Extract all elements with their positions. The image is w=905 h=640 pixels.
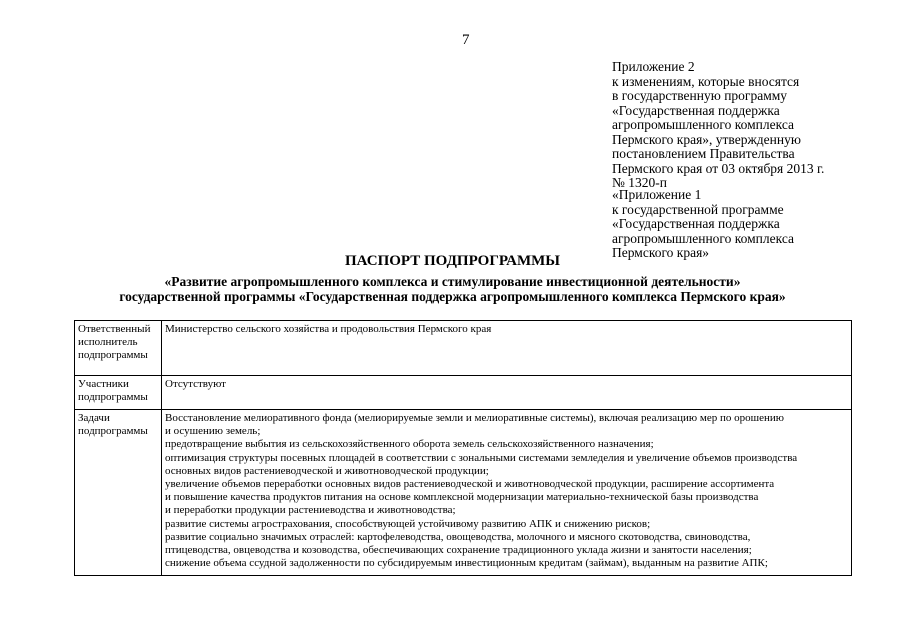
- task-line: увеличение объемов переработки основных видов растениеводческой и животноводческой продукции, расширение ассортимента: [165, 478, 775, 491]
- attachment-2-line: № 1320-п: [612, 175, 667, 190]
- attachment-1-line: «Приложение 1: [612, 187, 702, 202]
- attachment-2-line: Приложение 2: [612, 59, 695, 74]
- row-label: [75, 410, 162, 576]
- document-title: ПАСПОРТ ПОДПРОГРАММЫ: [344, 253, 560, 269]
- passport-table: [74, 320, 852, 576]
- task-line: Восстановление мелиоративного фонда (мелиорируемые земли и мелиоративные системы), включая реализацию мер по орошению: [165, 412, 784, 424]
- row-value: [162, 410, 852, 576]
- task-line: основных видов растениеводческой и животноводческой продукции;: [165, 464, 489, 477]
- page-number: 7: [462, 32, 470, 48]
- row-value: [162, 321, 852, 376]
- table-row: [75, 376, 852, 410]
- attachment-2-line: «Государственная поддержка: [612, 102, 780, 118]
- task-line: развитие социально значимых отраслей: картофелеводства, овощеводства, молочного и мясного скотоводства, свиноводства,: [165, 530, 751, 543]
- task-line: развитие системы агрострахования, способствующей устойчивому развитию АПК и снижению рисков;: [165, 517, 651, 530]
- task-line: птицеводства, овцеводства и козоводства, обеспечивающих сохранение традиционного уклада жизни и занятости населения;: [165, 544, 752, 557]
- label-line: подпрограммы: [78, 349, 148, 362]
- value-line: Отсутствуют: [165, 378, 226, 390]
- attachment-2-line: в государственную программу: [612, 88, 788, 103]
- value-line: Министерство сельского хозяйства и продовольствия Пермского края: [165, 323, 492, 335]
- attachment-2-line: агропромышленного комплекса: [612, 117, 794, 132]
- task-line: снижение объема ссудной задолженности по субсидируемым инвестиционным кредитам (займам), выданным на развитие АПК;: [165, 557, 768, 570]
- label-line: Участники: [78, 378, 129, 390]
- state-program-name: государственной программы «Государственная поддержка агропромышленного комплекса Пермского края»: [119, 289, 786, 304]
- task-line: и повышение качества продуктов питания на основе комплексной модернизации материально-технической базы производства: [165, 491, 759, 504]
- label-line: Ответственный: [78, 323, 151, 335]
- label-line: исполнитель: [78, 336, 138, 349]
- attachment-1-line: Пермского края»: [612, 245, 710, 260]
- label-line: Задачи: [78, 412, 110, 424]
- attachment-1-line: «Государственная поддержка: [612, 216, 780, 231]
- attachment-1-line: к государственной программе: [612, 201, 784, 217]
- label-line: подпрограммы: [78, 425, 148, 438]
- attachment-1-note: [612, 188, 794, 261]
- task-line: предотвращение выбытия из сельскохозяйственного оборота земель сельскохозяйственного назначения;: [165, 438, 654, 451]
- attachment-2-line: Пермского края от 03 октября 2013 г.: [612, 160, 825, 176]
- subprogram-name: «Развитие агропромышленного комплекса и стимулирование инвестиционной деятельности»: [164, 274, 741, 289]
- attachment-2-line: Пермского края», утвержденную: [612, 131, 801, 147]
- row-label: [75, 321, 162, 376]
- task-line: оптимизация структуры посевных площадей в соответствии с зональными системами земледелия и увеличение объемов производства: [165, 451, 798, 464]
- task-line: и осушению земель;: [165, 425, 261, 438]
- attachment-2-line: постановлением Правительства: [612, 146, 795, 161]
- attachment-1-line: агропромышленного комплекса: [612, 230, 794, 246]
- label-line: подпрограммы: [78, 391, 148, 404]
- table-row: [75, 410, 852, 576]
- table-row: [75, 321, 852, 376]
- row-value: [162, 376, 852, 410]
- row-label: [75, 376, 162, 410]
- task-line: и переработки продукции растениеводства и животноводства;: [165, 504, 456, 517]
- attachment-2-line: к изменениям, которые вносятся: [612, 73, 800, 89]
- attachment-2-note: [612, 60, 824, 191]
